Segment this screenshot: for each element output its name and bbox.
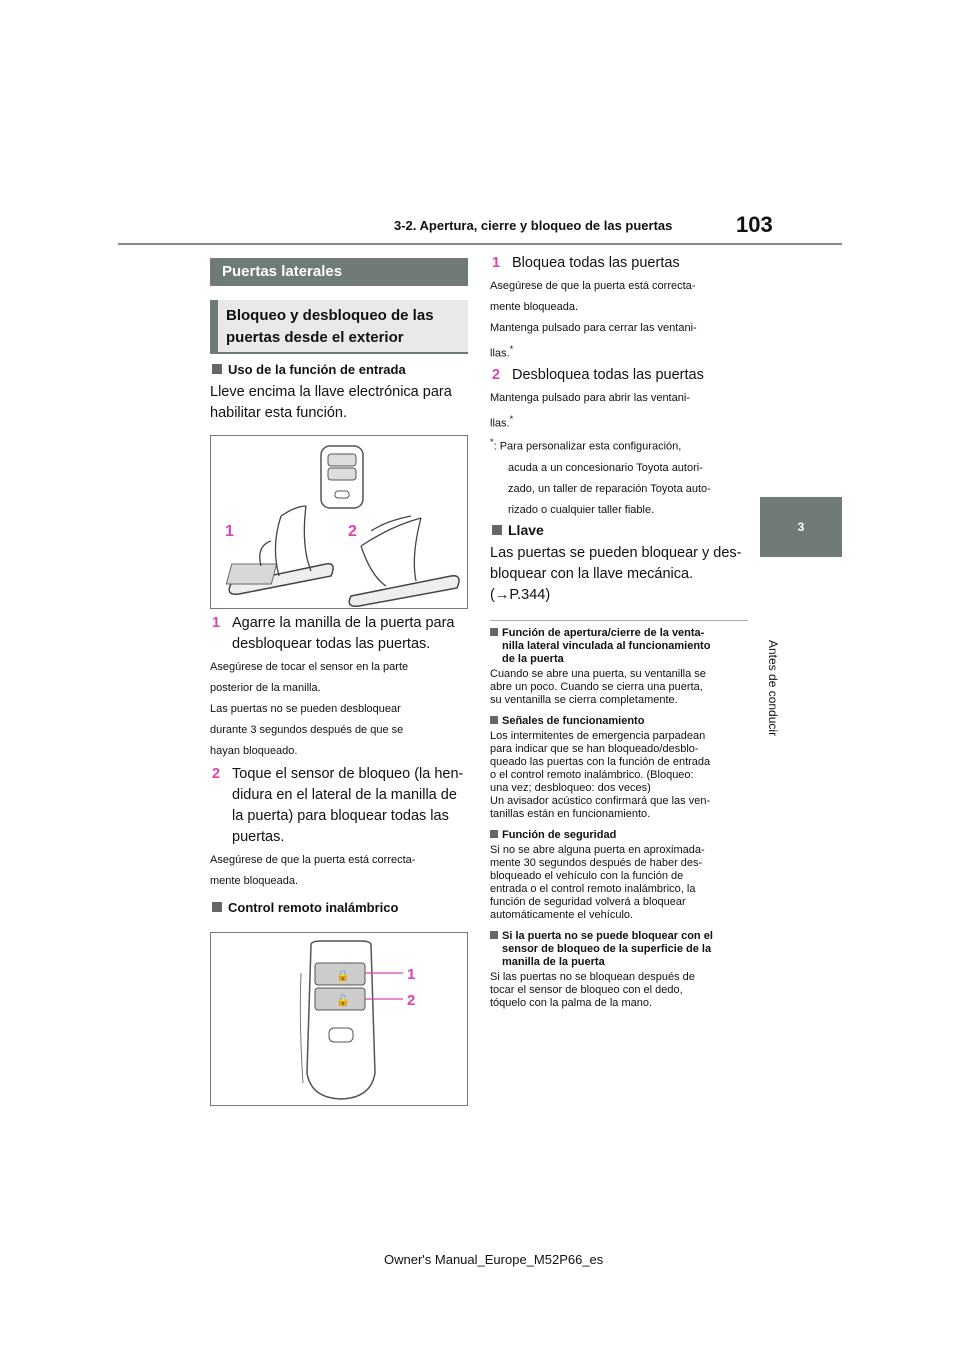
remote-step-2-notes [490, 388, 752, 435]
note-line: mente bloqueada. [210, 875, 299, 887]
entry-heading [212, 362, 406, 377]
note-body-line: Si no se abre alguna puerta en aproximada- [490, 844, 705, 856]
note-title-line: sensor de bloqueo de la superficie de la [502, 943, 712, 955]
step-text: la puerta) para bloquear todas las [232, 808, 449, 824]
note-title [490, 627, 752, 666]
note-body-line: mente 30 segundos después de haber des- [490, 857, 703, 869]
note-line: Mantenga pulsado para abrir las ventani- [490, 392, 690, 404]
entry-intro-line: Lleve encima la llave electrónica para [210, 384, 452, 400]
chapter-tab: 3 [760, 497, 842, 557]
note-line: Mantenga pulsado para cerrar las ventani- [490, 322, 697, 334]
door-handle-illustration [211, 436, 467, 608]
key-line: bloquear con la llave mecánica. [490, 566, 694, 582]
entry-step-2-notes [210, 850, 472, 892]
note-body-line: bloqueado el vehículo con la función de [490, 870, 684, 882]
note-line: Asegúrese de que la puerta está correcta- [490, 280, 696, 292]
footnote-line: Para personalizar esta configuración, [499, 440, 682, 453]
note-title-line: Si la puerta no se puede bloquear con el [502, 930, 713, 942]
step-text: Bloquea todas las puertas [512, 255, 680, 271]
bullet-square-icon [490, 830, 498, 838]
note-body-line: queado las puertas con la función de entrada [490, 756, 711, 768]
note-title [490, 829, 752, 842]
bullet-square-icon [490, 931, 498, 939]
footnote-mark: * [509, 414, 514, 424]
note-body-line: Los intermitentes de emergencia parpadean [490, 730, 706, 742]
step-text: Toque el sensor de bloqueo (la hen- [232, 766, 464, 782]
footnote-line: acuda a un concesionario Toyota autori- [508, 461, 703, 474]
figure-label-2: 2 [348, 523, 357, 540]
note-body-line: entrada o el control remoto inalámbrico, la [490, 883, 696, 895]
key-fob-figure [210, 932, 468, 1106]
note-title [490, 715, 752, 728]
step-text: Agarre la manilla de la puerta para [232, 615, 455, 631]
note-body-line: Cuando se abre una puerta, su ventanilla se [490, 668, 706, 680]
notes-divider [490, 620, 748, 621]
note-body [490, 844, 752, 922]
bullet-square-icon [490, 628, 498, 636]
note-title-line: nilla lateral vinculada al funcionamiento [502, 640, 711, 652]
remote-heading [212, 900, 398, 915]
step-text: puertas. [232, 829, 285, 845]
key-page-reference: (→P.344) [490, 587, 551, 603]
page-number: 103 [736, 212, 773, 237]
remote-heading-text: Control remoto inalámbrico [228, 900, 399, 915]
lock-icon: 🔒 [336, 969, 350, 982]
note-body-line: automáticamente el vehículo. [490, 909, 634, 921]
note-line: mente bloqueada. [490, 301, 579, 313]
figure-label-1: 1 [407, 966, 416, 983]
chapter-title: 3-2. Apertura, cierre y bloqueo de las puertas [394, 218, 673, 233]
key-heading-text: Llave [508, 522, 544, 538]
note-title-line: Función de apertura/cierre de la venta- [502, 627, 705, 639]
note-title-line: de la puerta [502, 653, 564, 665]
subsection-title-line1: Bloqueo y desbloqueo de las [226, 307, 434, 324]
section-title: Puertas laterales [210, 258, 468, 286]
note-body [490, 668, 752, 707]
remote-step-1 [492, 253, 754, 274]
step-text: Desbloquea todas las puertas [512, 367, 704, 383]
remote-step-1-notes [490, 276, 752, 365]
note-body-line: Un avisador acústico confirmará que las ven- [490, 795, 711, 807]
bullet-square-icon [212, 364, 222, 374]
bullet-square-icon [492, 525, 502, 535]
note-body-line: función de seguridad volverá a bloquear [490, 896, 686, 908]
footnote-line: rizado o cualquier taller fiable. [508, 503, 655, 516]
figure-label-2: 2 [407, 992, 416, 1009]
entry-step-1-notes [210, 657, 472, 762]
subsection-title [210, 300, 468, 354]
note-line: posterior de la manilla. [210, 682, 321, 694]
note-body [490, 971, 752, 1010]
entry-step-2 [212, 764, 474, 848]
note-body [490, 730, 752, 821]
note-line: llas. [490, 347, 510, 360]
notes-section [490, 627, 752, 1010]
note-title-line: Señales de funcionamiento [502, 715, 645, 727]
subsection-title-line2: puertas desde el exterior [226, 329, 404, 346]
entry-heading-text: Uso de la función de entrada [228, 362, 406, 377]
step-number: 2 [492, 367, 501, 383]
note-body-line: para indicar que se han bloqueado/desblo- [490, 743, 699, 755]
note-title-line: Función de seguridad [502, 829, 617, 841]
note-line: Asegúrese de que la puerta está correcta- [210, 854, 416, 866]
remote-step-2 [492, 365, 754, 386]
key-heading [492, 522, 544, 538]
note-title-line: manilla de la puerta [502, 956, 605, 968]
chapter-tab-label: Antes de conducir [766, 640, 780, 737]
footnote-mark: * [490, 437, 494, 447]
note-body-line: su ventanilla se cierra completamente. [490, 694, 678, 706]
entry-intro-line: habilitar esta función. [210, 405, 348, 421]
key-fob-illustration [211, 933, 467, 1105]
entry-step-1 [212, 613, 474, 655]
note-body-line: tanillas están en funcionamiento. [490, 808, 651, 820]
note-body-line: o el control remoto inalámbrico. (Bloqueo: [490, 769, 694, 781]
footnote: *: Para personalizar esta configuración, acuda a un concesionario Toyota autori- zado, un taller de reparación Toyota auto- rizado o cualquier taller fiable. [490, 432, 752, 521]
step-text: desbloquear todas las puertas. [232, 636, 431, 652]
note-body-line: abre un poco. Cuando se cierra una puerta, [490, 681, 703, 693]
note-body-line: tóquelo con la palma de la mano. [490, 997, 653, 1009]
note-line: Las puertas no se pueden desbloquear [210, 703, 401, 715]
bullet-square-icon [212, 902, 222, 912]
header-divider [118, 243, 842, 245]
bullet-square-icon [490, 716, 498, 724]
note-body-line: una vez; desbloqueo: dos veces) [490, 782, 651, 794]
note-line: Asegúrese de tocar el sensor en la parte [210, 661, 409, 673]
footer-text: Owner's Manual_Europe_M52P66_es [384, 1252, 604, 1267]
key-line: Las puertas se pueden bloquear y des- [490, 545, 742, 561]
step-number: 1 [492, 255, 501, 271]
figure-label-1: 1 [225, 523, 234, 540]
note-line: durante 3 segundos después de que se [210, 724, 404, 736]
unlock-icon: 🔓 [336, 994, 350, 1007]
step-number: 1 [212, 615, 221, 631]
step-number: 2 [212, 766, 221, 782]
key-text [490, 543, 752, 606]
step-text: didura en el lateral de la manilla de [232, 787, 457, 803]
footnote-line: zado, un taller de reparación Toyota auto- [508, 482, 711, 495]
note-line: llas. [490, 417, 510, 430]
note-line: hayan bloqueado. [210, 745, 298, 757]
note-body-line: Si las puertas no se bloquean después de [490, 971, 695, 983]
entry-intro [210, 382, 470, 424]
door-handle-figure [210, 435, 468, 609]
footnote-mark: * [509, 344, 514, 354]
note-body-line: tocar el sensor de bloqueo con el dedo, [490, 984, 683, 996]
note-title [490, 930, 752, 969]
